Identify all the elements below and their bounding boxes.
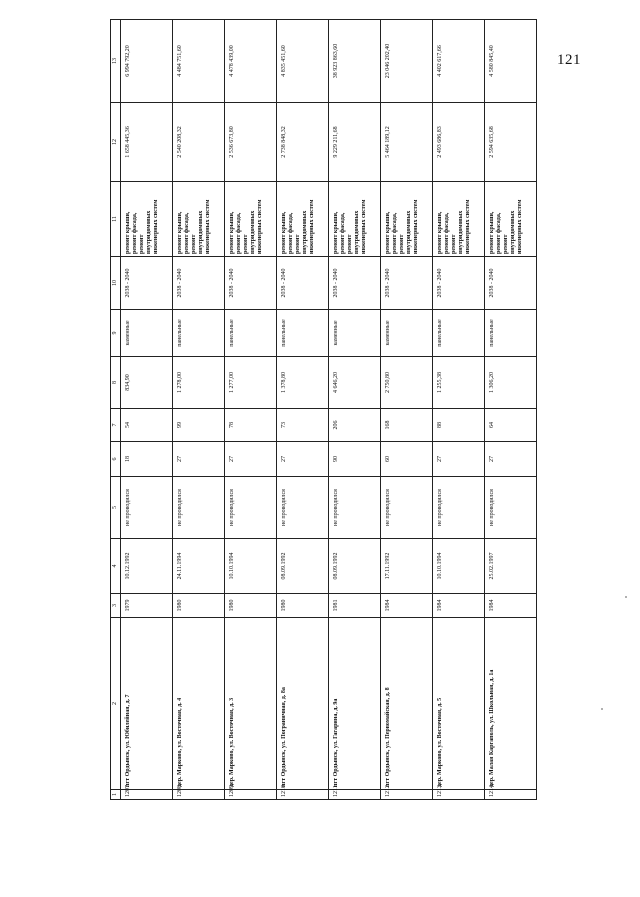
cell-period: 2038 - 2040 bbox=[121, 257, 173, 310]
cell-area: 1 306,20 bbox=[485, 357, 537, 409]
column-number: 1 bbox=[111, 790, 121, 800]
cell-period: 2038 - 2040 bbox=[485, 257, 537, 310]
cell-works: ремонт крыши, ремонт фасада, ремонт внутридомовых инженерных систем bbox=[173, 182, 225, 257]
cell-residents: 73 bbox=[277, 409, 329, 442]
cell-last-repair: не проводился bbox=[329, 477, 381, 539]
page-number: 121 bbox=[557, 52, 581, 68]
cell-privatization-date: 10.10.1994 bbox=[225, 539, 277, 594]
column-number-row bbox=[111, 20, 121, 800]
cell-id: 1211. bbox=[329, 790, 381, 800]
table-row bbox=[277, 20, 329, 800]
cell-year-built: 1979 bbox=[121, 594, 173, 618]
column-number: 2 bbox=[111, 618, 121, 790]
cell-period: 2038 - 2040 bbox=[433, 257, 485, 310]
cell-cost-2: 4 478 439,00 bbox=[225, 20, 277, 103]
cell-cost-1: 2 594 635,68 bbox=[485, 103, 537, 182]
cell-works: ремонт крыши, ремонт фасада, ремонт внутридомовых инженерных систем bbox=[381, 182, 433, 257]
cell-area: 1 278,00 bbox=[173, 357, 225, 409]
cell-wall-material: панельные bbox=[277, 310, 329, 357]
scan-speck bbox=[601, 708, 603, 710]
cell-last-repair: не проводился bbox=[277, 477, 329, 539]
cell-wall-material: каменные bbox=[121, 310, 173, 357]
cell-cost-1: 2 540 208,32 bbox=[173, 103, 225, 182]
cell-year-built: 1980 bbox=[225, 594, 277, 618]
column-number: 10 bbox=[111, 257, 121, 310]
cell-year-built: 1981 bbox=[329, 594, 381, 618]
cell-cost-1: 2 536 673,80 bbox=[225, 103, 277, 182]
cell-area: 2 750,80 bbox=[381, 357, 433, 409]
cell-area: 834,90 bbox=[121, 357, 173, 409]
cell-cost-1: 1 658 445,36 bbox=[121, 103, 173, 182]
column-number: 8 bbox=[111, 357, 121, 409]
cell-last-repair: не проводился bbox=[121, 477, 173, 539]
cell-year-built: 1984 bbox=[433, 594, 485, 618]
cell-residents: 206 bbox=[329, 409, 381, 442]
column-number: 6 bbox=[111, 442, 121, 477]
cell-id: 1213. bbox=[433, 790, 485, 800]
cell-cost-1: 2 493 686,83 bbox=[433, 103, 485, 182]
cell-id: 1207. bbox=[121, 790, 173, 800]
housing-register-table bbox=[110, 19, 537, 800]
cell-privatization-date: 10.10.1994 bbox=[433, 539, 485, 594]
cell-apartments: 27 bbox=[225, 442, 277, 477]
cell-apartments: 18 bbox=[121, 442, 173, 477]
cell-residents: 168 bbox=[381, 409, 433, 442]
column-number: 9 bbox=[111, 310, 121, 357]
cell-address: пгт Ордынск, ул. Первомайская, д. 8 bbox=[381, 618, 433, 790]
cell-period: 2038 - 2040 bbox=[381, 257, 433, 310]
cell-apartments: 60 bbox=[381, 442, 433, 477]
cell-works: ремонт крыши, ремонт фасада, ремонт внутридомовых инженерных систем bbox=[485, 182, 537, 257]
rotated-register-sheet bbox=[110, 20, 523, 800]
cell-apartments: 27 bbox=[173, 442, 225, 477]
cell-cost-2: 6 994 792,20 bbox=[121, 20, 173, 103]
cell-apartments: 27 bbox=[277, 442, 329, 477]
cell-year-built: 1980 bbox=[173, 594, 225, 618]
cell-area: 1 255,38 bbox=[433, 357, 485, 409]
cell-last-repair: не проводился bbox=[433, 477, 485, 539]
cell-apartments: 90 bbox=[329, 442, 381, 477]
column-number: 11 bbox=[111, 182, 121, 257]
cell-wall-material: панельные bbox=[173, 310, 225, 357]
cell-residents: 88 bbox=[433, 409, 485, 442]
cell-cost-2: 4 580 845,40 bbox=[485, 20, 537, 103]
cell-cost-2: 4 402 617,66 bbox=[433, 20, 485, 103]
column-number: 13 bbox=[111, 20, 121, 103]
cell-year-built: 1984 bbox=[381, 594, 433, 618]
cell-apartments: 27 bbox=[485, 442, 537, 477]
cell-area: 1 277,00 bbox=[225, 357, 277, 409]
cell-last-repair: не проводился bbox=[225, 477, 277, 539]
table-row bbox=[381, 20, 433, 800]
cell-cost-2: 4 484 751,60 bbox=[173, 20, 225, 103]
cell-id: 1214. bbox=[485, 790, 537, 800]
column-number: 4 bbox=[111, 539, 121, 594]
cell-period: 2038 - 2040 bbox=[277, 257, 329, 310]
cell-works: ремонт крыши, ремонт фасада, ремонт внутридомовых инженерных систем bbox=[277, 182, 329, 257]
cell-works: ремонт крыши, ремонт фасада, ремонт внутридомовых инженерных систем bbox=[329, 182, 381, 257]
cell-cost-1: 2 738 848,32 bbox=[277, 103, 329, 182]
cell-apartments: 27 bbox=[433, 442, 485, 477]
cell-cost-2: 38 923 863,60 bbox=[329, 20, 381, 103]
cell-address: пгт Ордынск, ул. Пограничная, д. 8а bbox=[277, 618, 329, 790]
table-row bbox=[121, 20, 173, 800]
cell-residents: 78 bbox=[225, 409, 277, 442]
cell-cost-1: 5 464 189,12 bbox=[381, 103, 433, 182]
table-row bbox=[485, 20, 537, 800]
cell-last-repair: не проводился bbox=[173, 477, 225, 539]
cell-address: дер. Марково, ул. Восточная, д. 3 bbox=[225, 618, 277, 790]
column-number: 12 bbox=[111, 103, 121, 182]
cell-period: 2038 - 2040 bbox=[225, 257, 277, 310]
cell-works: ремонт крыши, ремонт фасада, ремонт внутридомовых инженерных систем bbox=[433, 182, 485, 257]
column-number: 7 bbox=[111, 409, 121, 442]
table-row bbox=[173, 20, 225, 800]
cell-works: ремонт крыши, ремонт фасада, ремонт внутридомовых инженерных систем bbox=[121, 182, 173, 257]
cell-cost-1: 9 229 211,68 bbox=[329, 103, 381, 182]
column-number: 5 bbox=[111, 477, 121, 539]
cell-privatization-date: 25.02.1997 bbox=[485, 539, 537, 594]
scan-speck bbox=[625, 596, 627, 598]
cell-id: 1209. bbox=[225, 790, 277, 800]
cell-id: 1212. bbox=[381, 790, 433, 800]
cell-residents: 54 bbox=[121, 409, 173, 442]
cell-id: 1208. bbox=[173, 790, 225, 800]
cell-wall-material: каменные bbox=[381, 310, 433, 357]
cell-area: 1 378,80 bbox=[277, 357, 329, 409]
cell-address: дер. Малая Каргаполь, ул. Школьная, д. 1а bbox=[485, 618, 537, 790]
cell-residents: 64 bbox=[485, 409, 537, 442]
cell-wall-material: панельные bbox=[225, 310, 277, 357]
cell-cost-2: 23 046 202,40 bbox=[381, 20, 433, 103]
cell-period: 2038 - 2040 bbox=[329, 257, 381, 310]
table-row bbox=[433, 20, 485, 800]
cell-year-built: 1980 bbox=[277, 594, 329, 618]
table-row bbox=[225, 20, 277, 800]
cell-last-repair: не проводился bbox=[381, 477, 433, 539]
column-number: 3 bbox=[111, 594, 121, 618]
cell-cost-2: 4 835 451,60 bbox=[277, 20, 329, 103]
cell-address: дер. Марково, ул. Восточная, д. 4 bbox=[173, 618, 225, 790]
cell-period: 2038 - 2040 bbox=[173, 257, 225, 310]
cell-wall-material: панельные bbox=[485, 310, 537, 357]
cell-last-repair: не проводился bbox=[485, 477, 537, 539]
table-body bbox=[121, 20, 537, 800]
cell-privatization-date: 08.09.1992 bbox=[329, 539, 381, 594]
cell-residents: 99 bbox=[173, 409, 225, 442]
cell-id: 1210. bbox=[277, 790, 329, 800]
cell-privatization-date: 10.12.1992 bbox=[121, 539, 173, 594]
cell-privatization-date: 08.09.1992 bbox=[277, 539, 329, 594]
cell-wall-material: панельные bbox=[433, 310, 485, 357]
cell-works: ремонт крыши, ремонт фасада, ремонт внутридомовых инженерных систем bbox=[225, 182, 277, 257]
table-row bbox=[329, 20, 381, 800]
cell-year-built: 1984 bbox=[485, 594, 537, 618]
cell-address: пгт Ордынск, ул. Юбилейная, д. 7 bbox=[121, 618, 173, 790]
cell-address: дер. Марково, ул. Восточная, д. 5 bbox=[433, 618, 485, 790]
cell-address: пгт Ордынск, ул. Гагарина, д. 9а bbox=[329, 618, 381, 790]
cell-privatization-date: 24.11.1994 bbox=[173, 539, 225, 594]
cell-privatization-date: 17.11.1992 bbox=[381, 539, 433, 594]
cell-area: 4 646,20 bbox=[329, 357, 381, 409]
cell-wall-material: каменные bbox=[329, 310, 381, 357]
